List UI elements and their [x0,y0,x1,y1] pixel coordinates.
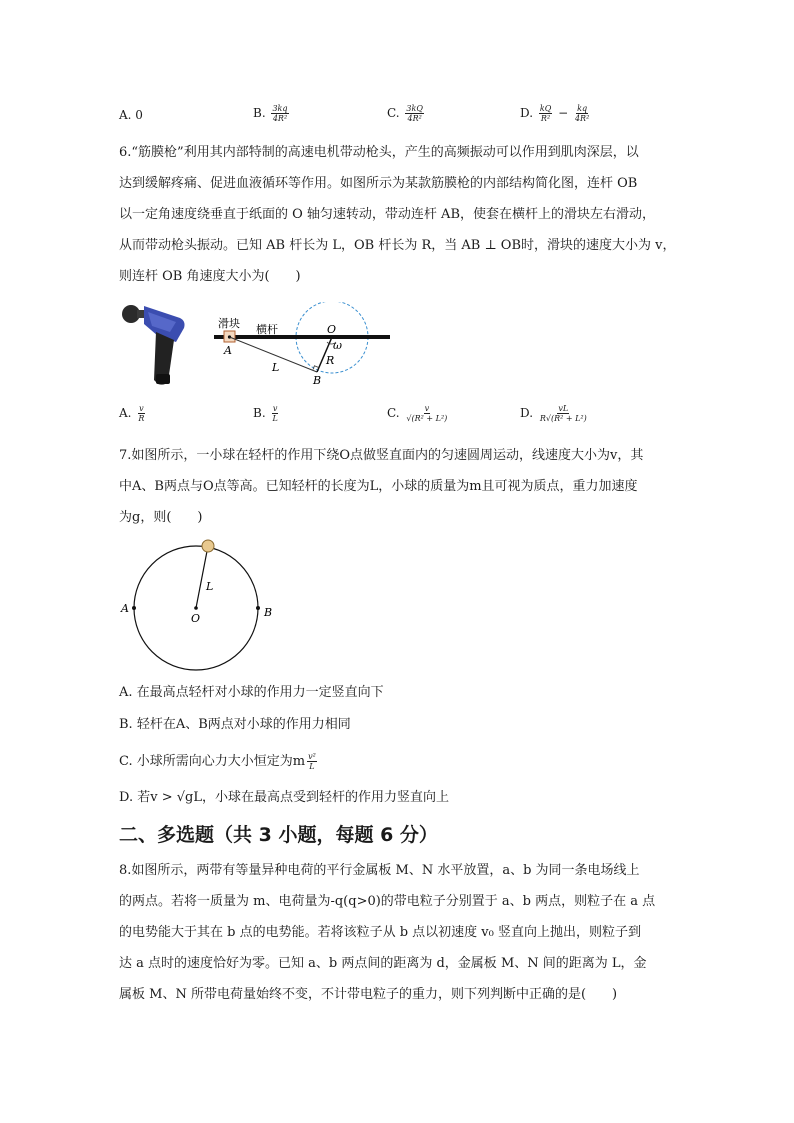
q8-line-5: 属板 M、N 所带电荷量始终不变，不计带电粒子的重力，则下列判断中正确的是( ) [119,987,618,1002]
option-prefix: C. [387,406,400,420]
massage-gun-image [118,302,190,386]
q5-option-d [520,104,592,123]
label-a: A [121,602,129,615]
frac-num: 3kQ [406,104,423,113]
option-prefix: D. [520,406,534,420]
q8-line-2: 的两点。若将一质量为 m、电荷量为-q(q>0)的带电粒子分别置于 a、b 两点，则粒子在 a 点 [119,894,656,909]
fraction [574,104,590,123]
q6-option-b [253,404,281,423]
label-r: R [326,354,335,367]
label-slider: 滑块 [218,317,240,330]
right-angle-mark [313,366,318,370]
label-l: L [272,361,280,374]
frac-num: 3kq [272,104,288,113]
q7-option-d: D. 若v > √gL，小球在最高点受到轻杆的作用力竖直向上 [119,790,449,805]
q6-line-1: 6.“筋膜枪”利用其内部特制的高速电机带动枪头，产生的高频振动可以作用到肌肉深层，以 [119,145,639,160]
frac-den: √(R² + L²) [406,414,448,423]
frac-den: L [272,414,278,423]
frac-num: v [139,404,144,413]
q8-line-3: 的电势能大于其在 b 点的电势能。若将该粒子从 b 点以初速度 v₀ 竖直向上抛出，则粒子到 [119,925,641,940]
q6-option-a [119,404,147,423]
label-omega: ω [333,339,342,352]
q6-line-5: 则连杆 OB 角速度大小为( ) [119,269,301,284]
frac-den: L [309,762,315,771]
fraction [137,404,145,423]
frac-den: 4R² [272,114,288,123]
q7-circle-diagram [118,538,278,672]
q8-line-1: 8.如图所示，两带有等量异种电荷的平行金属板 M、N 水平放置，a、b 为同一条电场线上 [119,863,640,878]
q6-mechanism-diagram [210,302,400,386]
option-text: C. 小球所需向心力大小恒定为m [119,754,306,769]
frac-den: R [138,414,145,423]
q8-line-4: 达 a 点时的速度恰好为零。已知 a、b 两点间的距离为 d，金属板 M、N 间的距离为 L，金 [119,956,647,971]
label-rod: 横杆 [256,323,278,336]
q5-option-a: A. 0 [119,108,143,122]
frac-num: kq [577,104,588,113]
q6-option-c [387,404,450,423]
option-prefix: A. [119,406,132,420]
q7-option-c [119,746,319,777]
frac-den: 4R² [407,114,422,123]
fraction [405,404,448,423]
option-prefix: C. [387,106,400,120]
frac-num: vL [558,404,569,413]
label-a: A [224,344,232,357]
frac-num: v² [308,752,316,761]
q5-option-c [387,104,426,123]
fraction [405,104,424,123]
q7-option-a: A. 在最高点轻杆对小球的作用力一定竖直向下 [119,685,384,700]
light-rod [196,546,208,608]
horizontal-rod [214,335,390,339]
fraction [539,404,588,423]
q7-line-3: 为g，则( ) [119,510,203,525]
frac-num: v [424,404,430,413]
frac-den: 4R² [574,114,590,123]
fraction [271,104,288,123]
option-prefix: B. [253,106,266,120]
label-l: L [206,580,214,593]
label-b: B [264,606,273,619]
q6-line-3: 以一定角速度绕垂直于纸面的 O 轴匀速转动，带动连杆 AB，使套在横杆上的滑块左右滑动， [119,207,655,222]
frac-num: kQ [539,104,552,113]
label-b: B [313,374,322,386]
frac-num: v [272,404,278,413]
fraction [307,752,317,771]
q6-line-4: 从而带动枪头振动。已知 AB 杆长为 L，OB 杆长为 R，当 AB ⊥ OB时，滑块的速度大小为 v， [119,238,676,253]
small-ball [202,540,214,552]
minus-sign: − [558,106,569,120]
label-o: O [191,612,201,625]
frac-den: R² [540,114,551,123]
q6-option-d [520,404,590,423]
label-o: O [327,323,337,336]
q7-line-2: 中A、B两点与O点等高。已知轻杆的长度为L，小球的质量为m且可视为质点，重力加速度 [119,479,638,494]
section-heading: 二、多选题（共 3 小题，每题 6 分） [119,824,438,846]
q5-option-b [253,104,291,123]
q6-line-2: 达到缓解疼痛、促进血液循环等作用。如图所示为某款筋膜枪的内部结构简化图，连杆 OB [119,176,638,191]
option-prefix: B. [253,406,266,420]
option-prefix: D. [520,106,534,120]
q7-option-b: B. 轻杆在A、B两点对小球的作用力相同 [119,717,351,732]
q7-line-1: 7.如图所示，一小球在轻杆的作用下绕O点做竖直面内的匀速圆周运动，线速度大小为v，其 [119,448,644,463]
frac-den: R√(R² + L²) [539,414,587,423]
fraction [539,104,552,123]
fraction [271,404,278,423]
